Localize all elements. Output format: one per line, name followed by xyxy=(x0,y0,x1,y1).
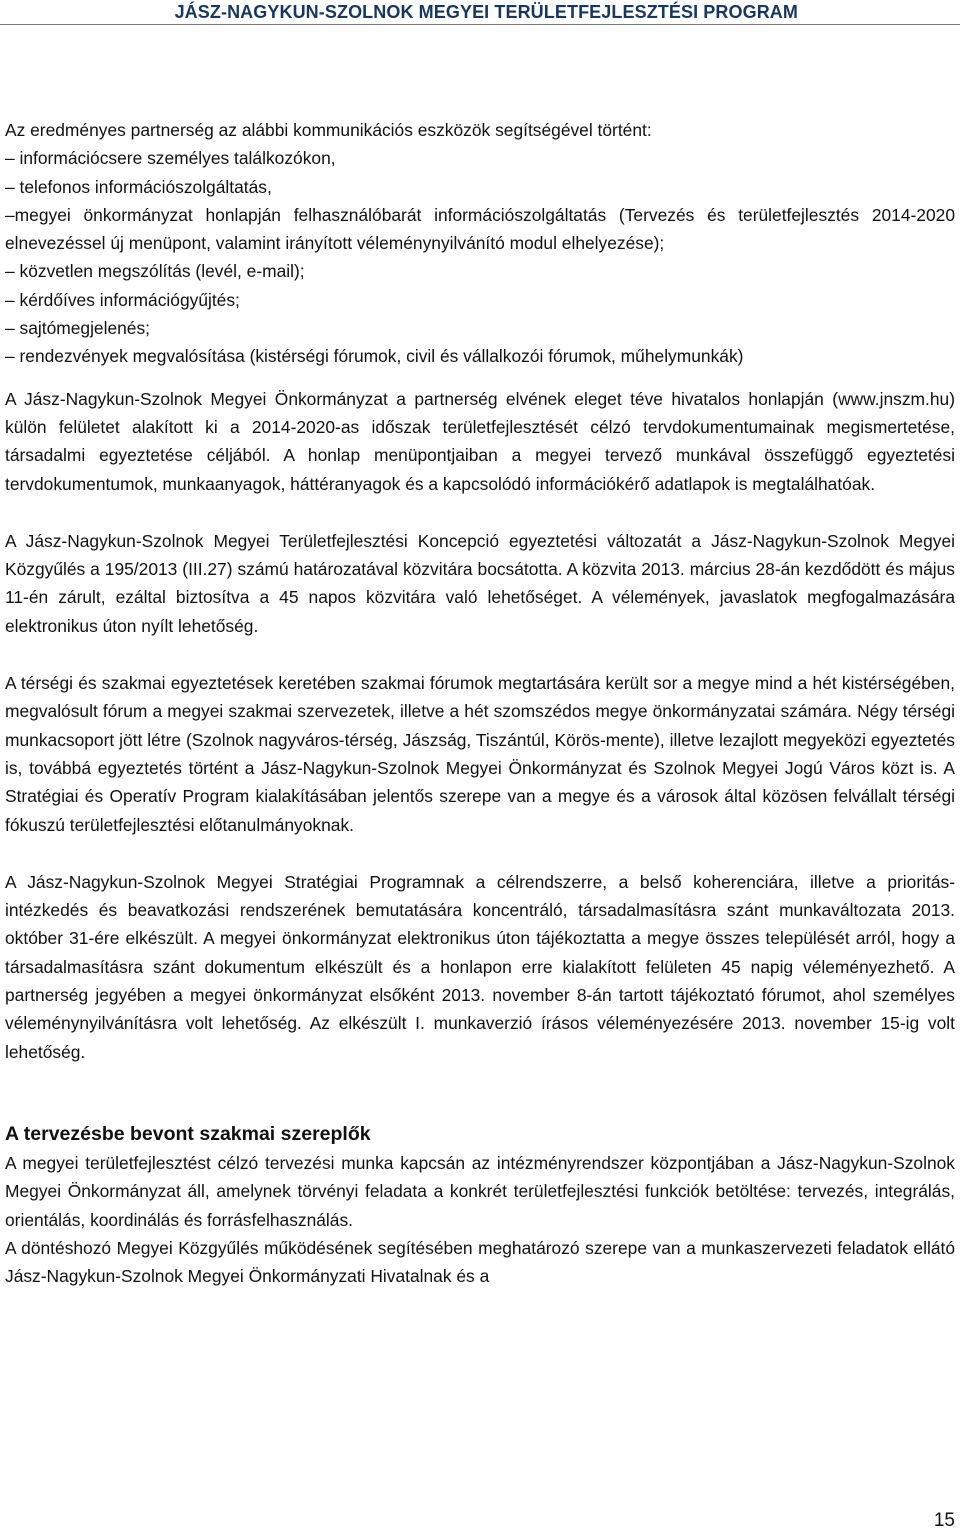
paragraph-concept: A Jász-Nagykun-Szolnok Megyei Területfejlesztési Koncepció egyeztetési változatát a Jász-Nagykun-Szolnok Megyei Közgyűlés a 195/2013 (III.27) számú határozatával közvitára bocsátotta. A közvita 2013. március 28-án kezdődött és május 11-én zárult, ezáltal biztosítva a 45 napos közvitára való lehetőséget. A vélemények, javaslatok megfogalmazására elektronikus úton nyílt lehetőség. xyxy=(5,530,955,636)
communication-list xyxy=(5,144,955,370)
page-number: 15 xyxy=(933,1510,955,1531)
section-paragraph: A döntéshozó Megyei Közgyűlés működésének segítésében meghatározó szerepe van a munkaszervezeti feladatok ellátó Jász-Nagykun-Szolnok Megyei Önkormányzati Hivatalnak és a xyxy=(5,1237,955,1287)
page-header xyxy=(0,0,960,25)
section-heading: A tervezésbe bevont szakmai szereplők xyxy=(5,1122,371,1145)
intro-paragraph: Az eredményes partnerség az alábbi kommunikációs eszközök segítségével történt: xyxy=(5,120,652,140)
list-item: – közvetlen megszólítás (levél, e-mail); xyxy=(5,261,305,282)
list-item: – rendezvények megvalósítása (kistérségi fórumok, civil és vállalkozói fórumok, műhelymunkák) xyxy=(5,346,744,367)
section-paragraph: A megyei területfejlesztést célzó tervezési munka kapcsán az intézményrendszer központjában a Jász-Nagykun-Szolnok Megyei Önkormányzat áll, amelynek törvényi feladata a konkrét területfejlesztési funkciók betöltése: tervezés, integrálás, orientálás, koordinálás és forrásfelhasználás. xyxy=(5,1152,955,1230)
list-item: –megyei önkormányzat honlapján felhasználóbarát információszolgáltatás (Tervezés és területfejlesztés 2014-2020 elnevezéssel új menüpont, valamint irányított véleménynyilvánító modul elhelyezése); xyxy=(5,204,955,254)
paragraph-website: A Jász-Nagykun-Szolnok Megyei Önkormányzat a partnerség elvének eleget téve hivatalos honlapján (www.jnszm.hu) külön felületet alakított ki a 2014-2020-as időszak területfejlesztését célzó tervdokumentumainak megismertetése, társadalmi egyeztetése céljából. A honlap menüpontjaiban a megyei tervező munkával összefüggő egyeztetési tervdokumentumok, munkaanyagok, háttéranyagok és a kapcsolódó információkérő adatlapok is megtalálhatóak. xyxy=(5,388,955,494)
document-body xyxy=(5,116,955,1290)
list-item: – sajtómegjelenés; xyxy=(5,318,151,339)
paragraph-forums: A térségi és szakmai egyeztetések keretében szakmai fórumok megtartására került sor a megye mind a hét kistérségében, megvalósult fórum a megyei szakmai szervezetek, illetve a hét szomszédos megye önkormányzatai számára. Négy térségi munkacsoport jött létre (Szolnok nagyváros-térség, Jászság, Tiszántúl, Körös-mente), illetve lezajlott megyeközi egyeztetés is, továbbá egyeztetés történt a Jász-Nagykun-Szolnok Megyei Önkormányzat és Szolnok Megyei Jogú Város közt is. A Stratégiai és Operatív Program kialakításában jelentős szerepe van a megye és a városok által közösen felvállalt térségi fókuszú területfejlesztési előtanulmányoknak. xyxy=(5,673,955,835)
list-item: – információcsere személyes találkozókon, xyxy=(5,148,336,169)
paragraph-strategic-program: A Jász-Nagykun-Szolnok Megyei Stratégiai Programnak a célrendszerre, a belső koherenciára, illetve a prioritás-intézkedés és beavatkozási rendszerének bemutatására koncentráló, társadalmasításra szánt munkaváltozata 2013. október 31-ére elkészült. A megyei önkormányzat elektronikus úton tájékoztatta a megye összes települését arról, hogy a társadalmasításra szánt dokumentum elkészült és a honlapon erre kialakított felületen 45 napig véleményezhető. A partnerség jegyében a megyei önkormányzat elsőként 2013. november 8-án tartott tájékoztató fórumot, ahol személyes véleménynyilvánításra volt lehetőség. Az elkészült I. munkaverzió írásos véleményezésére 2013. november 15-ig volt lehetőség. xyxy=(5,871,955,1062)
list-item: – telefonos információszolgáltatás, xyxy=(5,176,272,197)
header-title: JÁSZ-NAGYKUN-SZOLNOK MEGYEI TERÜLETFEJLESZTÉSI PROGRAM xyxy=(174,2,798,22)
list-item: – kérdőíves információgyűjtés; xyxy=(5,289,240,310)
